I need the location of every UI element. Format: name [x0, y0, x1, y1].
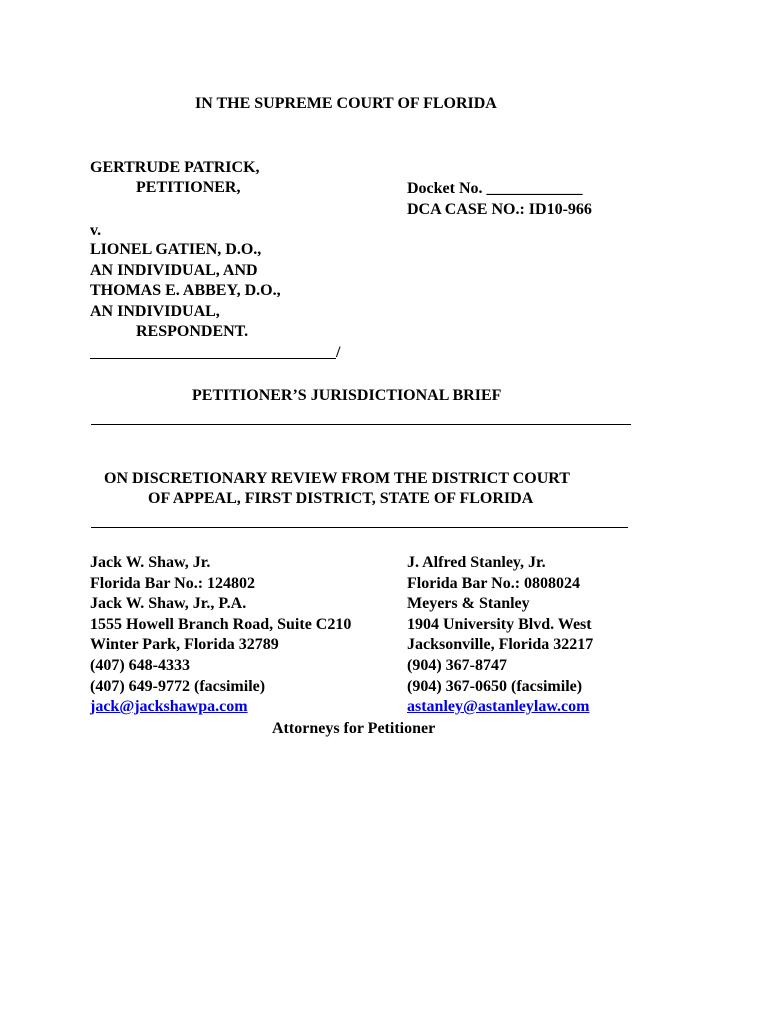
attorney-left-line: Florida Bar No.: 124802: [90, 574, 256, 592]
attorney-left-line: Jack W. Shaw, Jr.: [90, 554, 211, 571]
attorney-right-line: Florida Bar No.: 0808024: [407, 574, 581, 592]
attorney-left-line: 1555 Howell Branch Road, Suite C210: [90, 615, 352, 633]
attorney-left-line: (407) 649-9772 (facsimile): [90, 677, 266, 695]
court-heading: IN THE SUPREME COURT OF FLORIDA: [195, 95, 497, 112]
attorney-left-email-link[interactable]: jack@jackshawpa.com: [90, 698, 248, 716]
attorney-left-line: (407) 648-4333: [90, 656, 190, 674]
review-line-2: OF APPEAL, FIRST DISTRICT, STATE OF FLORIDA: [148, 490, 534, 507]
review-rule: [91, 527, 628, 528]
respondent-line: THOMAS E. ABBEY, D.O.,: [90, 282, 281, 300]
attorney-right-block: [407, 553, 593, 718]
respondent-line: AN INDIVIDUAL, AND: [90, 261, 258, 279]
attorney-left-block: [90, 553, 351, 718]
versus-label: v.: [90, 222, 102, 239]
caption-slash: /: [336, 344, 341, 361]
attorney-right-line: (904) 367-8747: [407, 656, 507, 674]
petitioner-role: PETITIONER,: [136, 179, 241, 196]
attorneys-for-label: Attorneys for Petitioner: [272, 720, 436, 737]
respondent-role: RESPONDENT.: [136, 323, 249, 340]
respondent-line: AN INDIVIDUAL,: [90, 302, 220, 320]
attorney-right-line: J. Alfred Stanley, Jr.: [407, 554, 546, 571]
attorney-right-line: Meyers & Stanley: [407, 595, 530, 613]
caption-rule: [90, 358, 336, 359]
attorney-left-line: Jack W. Shaw, Jr., P.A.: [90, 595, 247, 613]
respondent-line: LIONEL GATIEN, D.O.,: [90, 241, 262, 258]
respondent-block: [90, 240, 281, 322]
brief-title: PETITIONER’S JURISDICTIONAL BRIEF: [192, 387, 502, 404]
review-line-1: ON DISCRETIONARY REVIEW FROM THE DISTRICT COURT: [104, 470, 570, 487]
petitioner-name: GERTRUDE PATRICK,: [90, 159, 260, 176]
attorney-right-line: (904) 367-0650 (facsimile): [407, 677, 583, 695]
docket-number: Docket No. ____________: [407, 180, 583, 197]
attorney-right-line: Jacksonville, Florida 32217: [407, 636, 594, 654]
attorney-left-line: Winter Park, Florida 32789: [90, 636, 279, 654]
title-rule: [91, 424, 631, 425]
attorney-right-line: 1904 University Blvd. West: [407, 615, 592, 633]
attorney-right-email-link[interactable]: astanley@astanleylaw.com: [407, 698, 590, 716]
dca-case-number: DCA CASE NO.: ID10-966: [407, 201, 592, 218]
